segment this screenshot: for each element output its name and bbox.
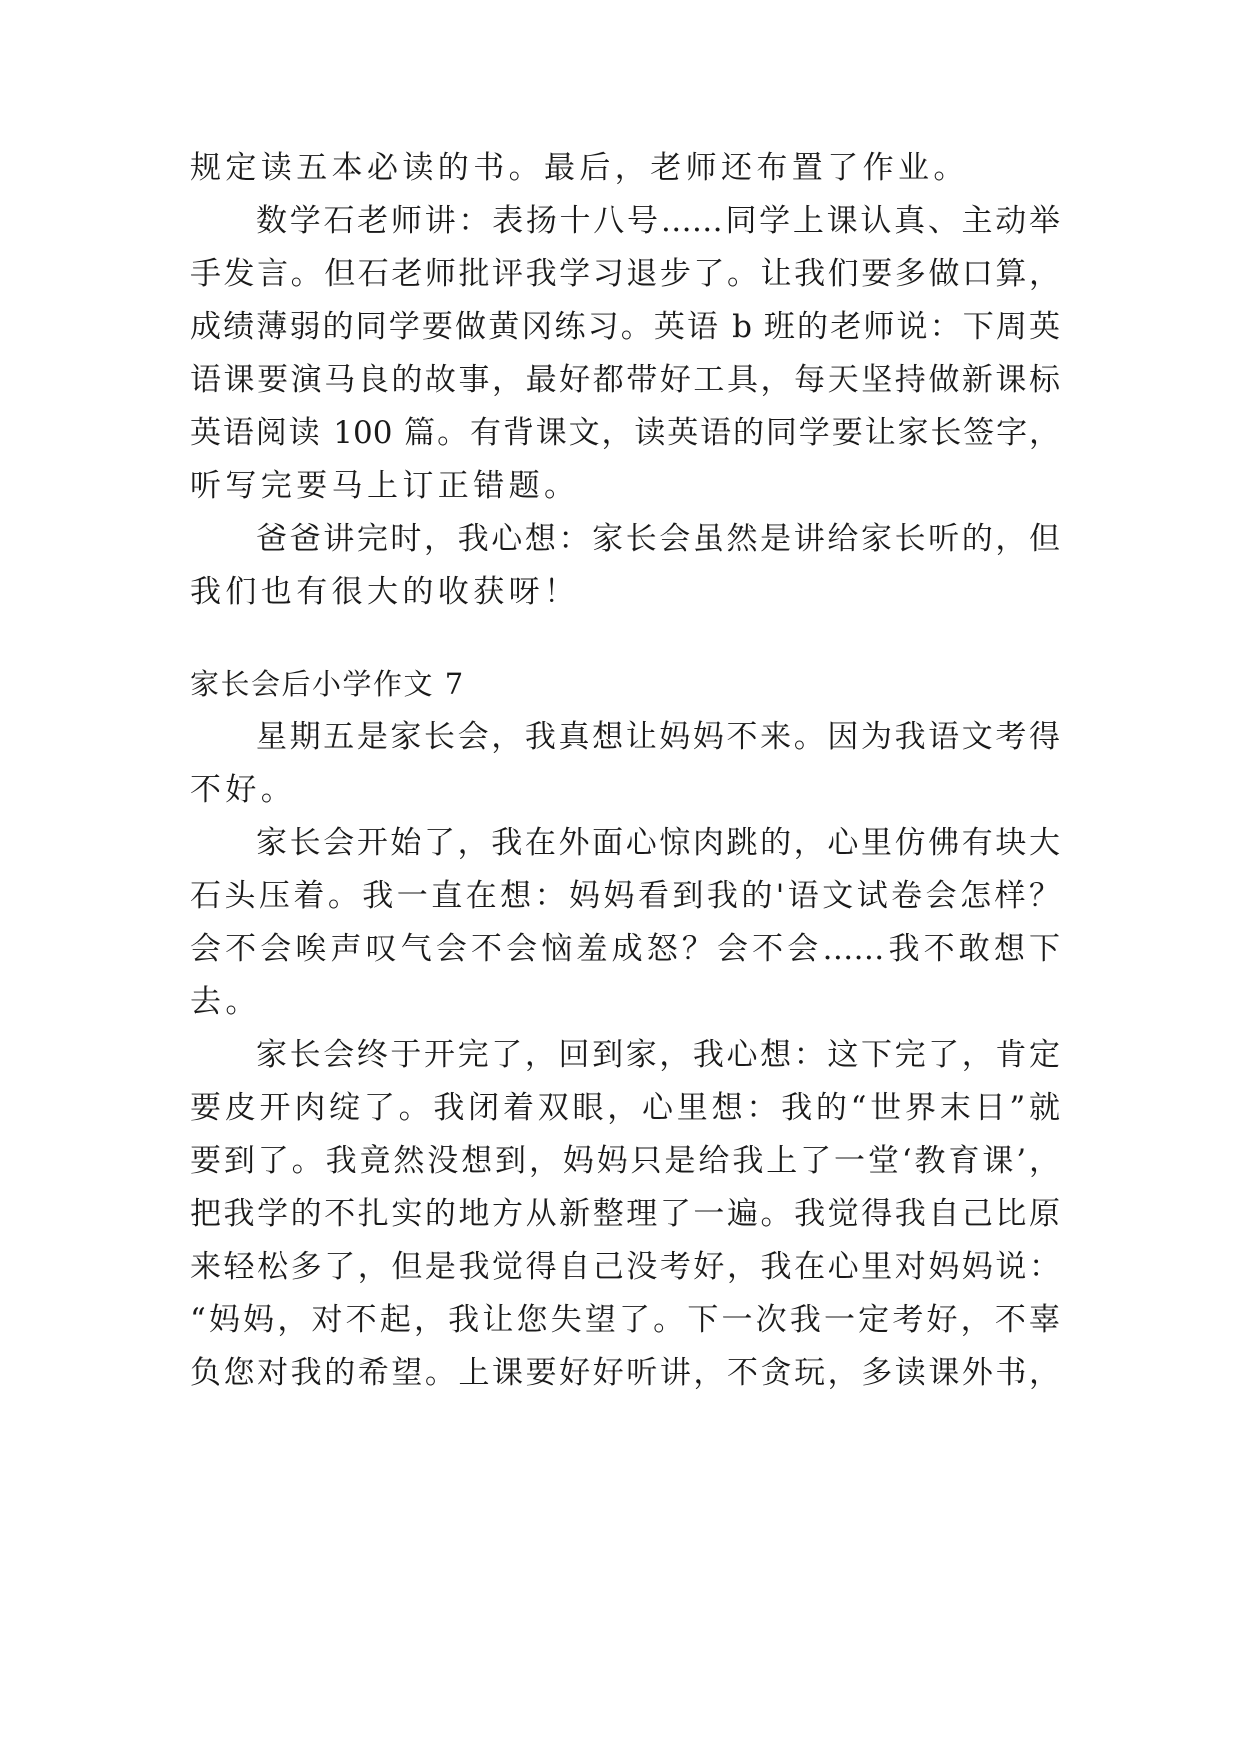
- text-line: 去。: [190, 984, 261, 1020]
- text-line: 听写完要马上订正错题。: [190, 468, 580, 504]
- text-line: 要到了。我竟然没想到，妈妈只是给我上了一堂‘教育课’，: [190, 1143, 1060, 1179]
- text-line: 来轻松多了，但是我觉得自己没考好，我在心里对妈妈说：: [190, 1249, 1060, 1285]
- text-line: 负您对我的希望。上课要好好听讲，不贪玩，多读课外书，: [190, 1355, 1060, 1391]
- text-line: 英语阅读 100 篇。有背课文，读英语的同学要让家长签字，: [190, 415, 1060, 451]
- section-heading: 家长会后小学作文 7: [190, 667, 465, 701]
- text-line: 手发言。但石老师批评我学习退步了。让我们要多做口算，: [190, 256, 1060, 292]
- text-line: 星期五是家长会，我真想让妈妈不来。因为我语文考得: [256, 719, 1060, 755]
- text-line: 规定读五本必读的书。最后，老师还布置了作业。: [190, 150, 969, 186]
- text-line: 不好。: [190, 772, 297, 808]
- text-line: 把我学的不扎实的地方从新整理了一遍。我觉得我自己比原: [190, 1196, 1060, 1232]
- text-line: 成绩薄弱的同学要做黄冈练习。英语 b 班的老师说：下周英: [190, 309, 1060, 345]
- text-line: 语课要演马良的故事，最好都带好工具，每天坚持做新课标: [190, 362, 1060, 398]
- text-line: 要皮开肉绽了。我闭着双眼，心里想：我的“世界末日”就: [190, 1090, 1060, 1126]
- text-line: 爸爸讲完时，我心想：家长会虽然是讲给家长听的，但: [256, 521, 1060, 557]
- text-line: 会不会唉声叹气会不会恼羞成怒？会不会……我不敢想下: [190, 931, 1060, 967]
- text-line: 我们也有很大的收获呀！: [190, 574, 580, 610]
- text-line: 数学石老师讲：表扬十八号……同学上课认真、主动举: [256, 203, 1060, 239]
- text-line: 家长会开始了，我在外面心惊肉跳的，心里仿佛有块大: [256, 825, 1060, 861]
- text-line: 石头压着。我一直在想：妈妈看到我的'语文试卷会怎样？: [190, 878, 1060, 914]
- text-line: 家长会终于开完了，回到家，我心想：这下完了，肯定: [256, 1037, 1060, 1073]
- text-line: “妈妈，对不起，我让您失望了。下一次我一定考好，不辜: [190, 1302, 1060, 1338]
